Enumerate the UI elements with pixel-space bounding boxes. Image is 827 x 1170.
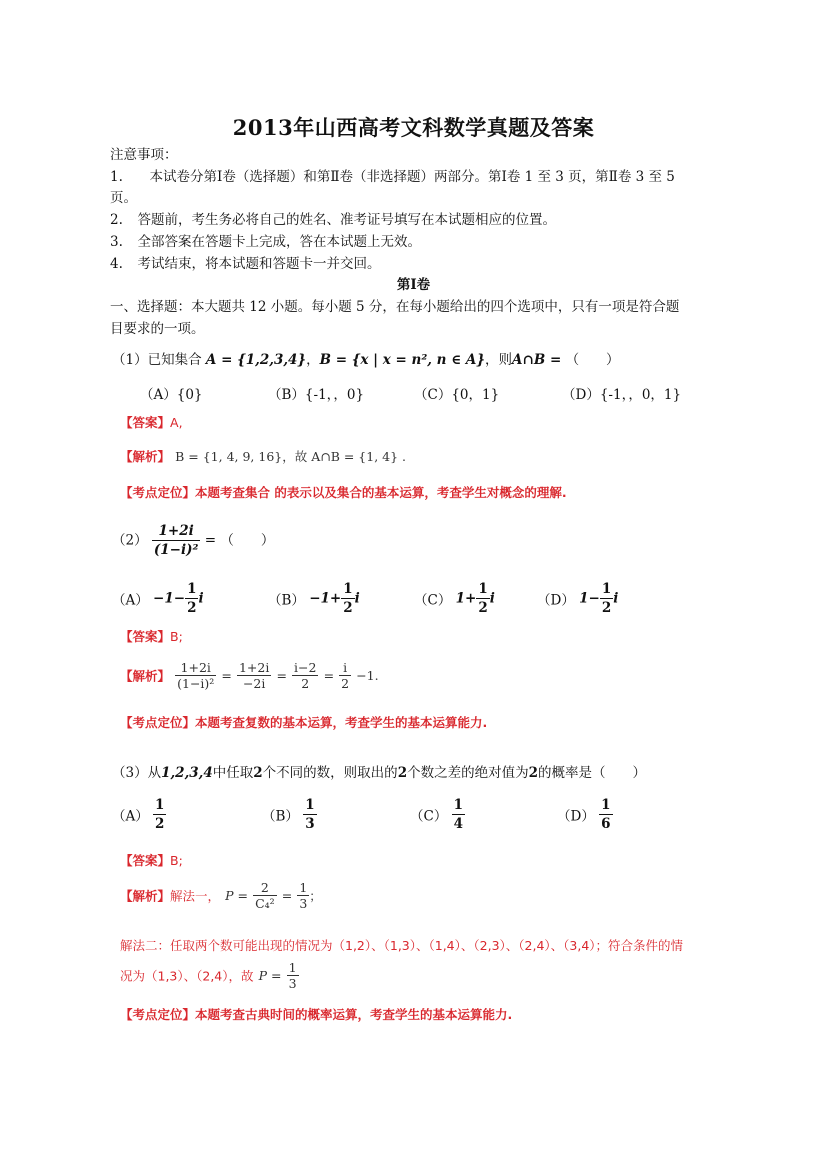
q1-option-b: （B）{-1，，0} (268, 387, 365, 403)
option-label: （C） (414, 592, 452, 609)
option-label: （C） (410, 808, 448, 825)
den: 6 (601, 816, 611, 832)
point-text: 本题考查集合 的表示以及集合的基本运算，考查学生对概念的理解. (195, 485, 567, 500)
stem-text: 个不同的数，则取出的 (262, 765, 398, 781)
comma: ， (306, 352, 320, 368)
notice-item-num: 4. (110, 256, 123, 272)
notice-item-3 (110, 231, 421, 253)
q3-method-2: 解法二：任取两个数可能出现的情况为（1,2）、（1,3）、（1,4）、（2,3）、（2,4）、（3,4）；符合条件的情 (120, 938, 684, 953)
half-fraction (476, 580, 489, 617)
q3-option-c (410, 796, 465, 833)
analysis-fraction-1 (253, 880, 277, 911)
q1-point (120, 482, 567, 501)
question-2-prefix: （2） (112, 532, 148, 549)
analysis-post: ； (309, 888, 322, 904)
method-2-fraction (287, 960, 299, 991)
q3-option-d (557, 796, 613, 833)
notice-item-num: 2. (110, 212, 123, 228)
half-fraction (341, 580, 354, 617)
half-fraction (185, 580, 198, 617)
answer-value: B; (170, 853, 183, 868)
q3-option-b (262, 796, 317, 833)
intersection-expr: A∩B = (512, 352, 562, 368)
den: C₄² (255, 896, 275, 911)
analysis-fraction-2 (237, 660, 271, 691)
equals: = (221, 668, 232, 683)
analysis-tag: 【解析】 (120, 668, 171, 684)
half-num: 1 (601, 581, 612, 597)
num: 1+2i (175, 660, 216, 676)
option-fraction (303, 796, 316, 833)
section-intro-line-2: 目要求的一项。 (110, 321, 205, 337)
num: 1 (305, 797, 315, 813)
equals: = (276, 668, 287, 683)
notice-item-text: 本试卷分第Ⅰ卷（选择题）和第Ⅱ卷（非选择题）两部分。第Ⅰ卷 1 至 3 页，第Ⅱ卷 3 至 5 (149, 169, 675, 185)
option-label: （B） (262, 808, 299, 825)
option-fraction (452, 796, 465, 833)
q2-option-d (537, 580, 618, 617)
num: 1 (155, 797, 165, 813)
num: 1 (288, 960, 297, 975)
stem-number: 2 (528, 765, 538, 781)
q2-answer (120, 626, 183, 645)
q2-option-b (268, 580, 360, 617)
den: 2 (155, 816, 165, 832)
analysis-tag: 【解析】 (120, 888, 171, 904)
answer-tag: 【答案】 (120, 853, 171, 868)
analysis-fraction-2 (297, 880, 309, 911)
question-3-prefix: （3）从 (112, 765, 162, 781)
option-label: （D） (557, 808, 595, 825)
question-2-stem (112, 522, 274, 559)
den: 2 (301, 676, 310, 691)
q3-analysis: 【解析】解法一， P = $\frac{2}{\text{C₄²}}$ = $\frac{1}{3}$ ； (120, 880, 322, 911)
den: 3 (288, 976, 297, 991)
option-pre: 1− (579, 590, 600, 607)
then-text: ，则 (485, 352, 513, 368)
page-title: 2013年山西高考文科数学真题及答案 (232, 115, 595, 140)
question-1-stem (112, 349, 620, 371)
answer-value: B; (170, 629, 183, 644)
stem-text: 中任取 (212, 765, 254, 781)
section-intro-line-1: 一、选择题：本大题共 12 小题。每小题 5 分，在每小题给出的四个选项中，只有一项是符合题 (110, 299, 680, 315)
q1-option-a: （A）{0} (140, 387, 203, 403)
q1-analysis (120, 446, 406, 465)
point-text: 本题考查复数的基本运算，考查学生的基本运算能力. (195, 715, 488, 730)
option-post: i (613, 590, 619, 607)
notice-item-1 (110, 166, 675, 188)
question-2-fraction (152, 522, 201, 559)
point-tag: 【考点定位】 (120, 1007, 196, 1022)
answer-tag: 【答案】 (120, 629, 171, 644)
answer-blank: （ ） (565, 352, 620, 368)
stem-number: 2 (253, 765, 263, 781)
half-den: 2 (343, 600, 353, 616)
q2-option-c (414, 580, 495, 617)
notice-item-num: 1. (110, 169, 123, 185)
num: 1 (601, 797, 611, 813)
notice-item-text: 答题前，考生务必将自己的姓名、准考证号填写在本试题相应的位置。 (137, 212, 556, 228)
den: 4 (453, 816, 464, 832)
option-post: i (198, 590, 204, 607)
option-fraction (153, 796, 166, 833)
option-label: （A） (112, 808, 149, 825)
q2-point (120, 712, 487, 731)
half-num: 1 (343, 581, 353, 597)
answer-tag: 【答案】 (120, 415, 171, 430)
equals: = (323, 668, 335, 683)
question-1-prefix: （1）已知集合 (112, 352, 202, 368)
analysis-tag: 【解析】 (120, 449, 171, 464)
notice-item-2 (110, 209, 556, 231)
number-set: 1,2,3,4 (161, 765, 213, 781)
notice-item-text: 全部答案在答题卡上完成，答在本试题上无效。 (137, 234, 421, 250)
analysis-tail: −1. (356, 668, 379, 683)
stem-number: 2 (397, 765, 408, 781)
analysis-text: B = {1, 4, 9, 16}，故 A∩B = {1, 4} . (175, 449, 407, 464)
den: (1−i)² (177, 676, 215, 691)
fraction-denominator: (1−i)² (153, 542, 199, 558)
method-2-text: 况为（1,3）、（2,4），故 (120, 968, 254, 984)
q3-option-a (112, 796, 166, 833)
option-label: （D） (537, 592, 575, 609)
stem-text: 的概率是（ ） (538, 765, 646, 781)
question-2-tail: = （ ） (204, 532, 275, 549)
half-den: 2 (478, 600, 488, 616)
analysis-fraction-4 (339, 660, 351, 691)
analysis-pre: 解法一， (170, 888, 221, 904)
q3-answer (120, 850, 183, 869)
option-label: （B） (268, 592, 305, 609)
half-fraction (600, 580, 613, 617)
stem-text: 个数之差的绝对值为 (407, 765, 529, 781)
num: i (339, 660, 351, 676)
option-post: i (354, 590, 360, 607)
notice-item-1-cont: 页。 (110, 190, 137, 206)
answer-value: A, (170, 415, 183, 430)
half-num: 1 (187, 581, 197, 597)
option-label: （A） (112, 592, 149, 609)
q2-analysis (120, 660, 379, 691)
den: −2i (242, 676, 266, 691)
point-tag: 【考点定位】 (120, 715, 196, 730)
analysis-fraction-3 (292, 660, 318, 691)
analysis-fraction-1 (175, 660, 216, 691)
half-den: 2 (187, 600, 197, 616)
fraction-numerator: 1+2i (152, 522, 201, 541)
den: 3 (299, 896, 308, 911)
q3-point (120, 1004, 512, 1023)
point-text: 本题考查古典时间的概率运算，考查学生的基本运算能力. (195, 1007, 513, 1022)
num: 1 (299, 880, 308, 895)
q1-option-d: （D）{-1，，0，1} (562, 387, 682, 403)
set-a: A = {1,2,3,4} (205, 352, 307, 368)
den: 2 (341, 676, 350, 691)
half-den: 2 (601, 600, 612, 616)
question-3-stem (112, 762, 646, 784)
q2-option-a (112, 580, 204, 617)
notice-item-num: 3. (110, 234, 123, 250)
option-post: i (489, 590, 495, 607)
set-b: B = {x | x = n², n ∈ A} (319, 352, 486, 368)
notice-item-4 (110, 253, 380, 275)
option-pre: −1+ (309, 590, 342, 607)
num: 2 (253, 880, 277, 896)
den: 3 (305, 816, 315, 832)
num: 1 (453, 797, 464, 813)
q3-method-2-cont (120, 960, 299, 991)
half-num: 1 (478, 581, 488, 597)
q1-answer (120, 412, 183, 431)
option-fraction (599, 796, 612, 833)
option-pre: 1+ (455, 590, 477, 607)
notice-item-text: 考试结束，将本试题和答题卡一并交回。 (137, 256, 381, 272)
option-pre: −1− (153, 590, 186, 607)
p-equals: P = (225, 888, 248, 903)
p-equals: P = (258, 968, 282, 983)
section-title: 第Ⅰ卷 (396, 277, 431, 293)
notice-heading: 注意事项： (110, 147, 178, 163)
q1-option-c: （C）{0，1} (414, 387, 500, 403)
num: 1+2i (238, 660, 270, 675)
num: i−2 (294, 660, 317, 675)
point-tag: 【考点定位】 (120, 485, 196, 500)
